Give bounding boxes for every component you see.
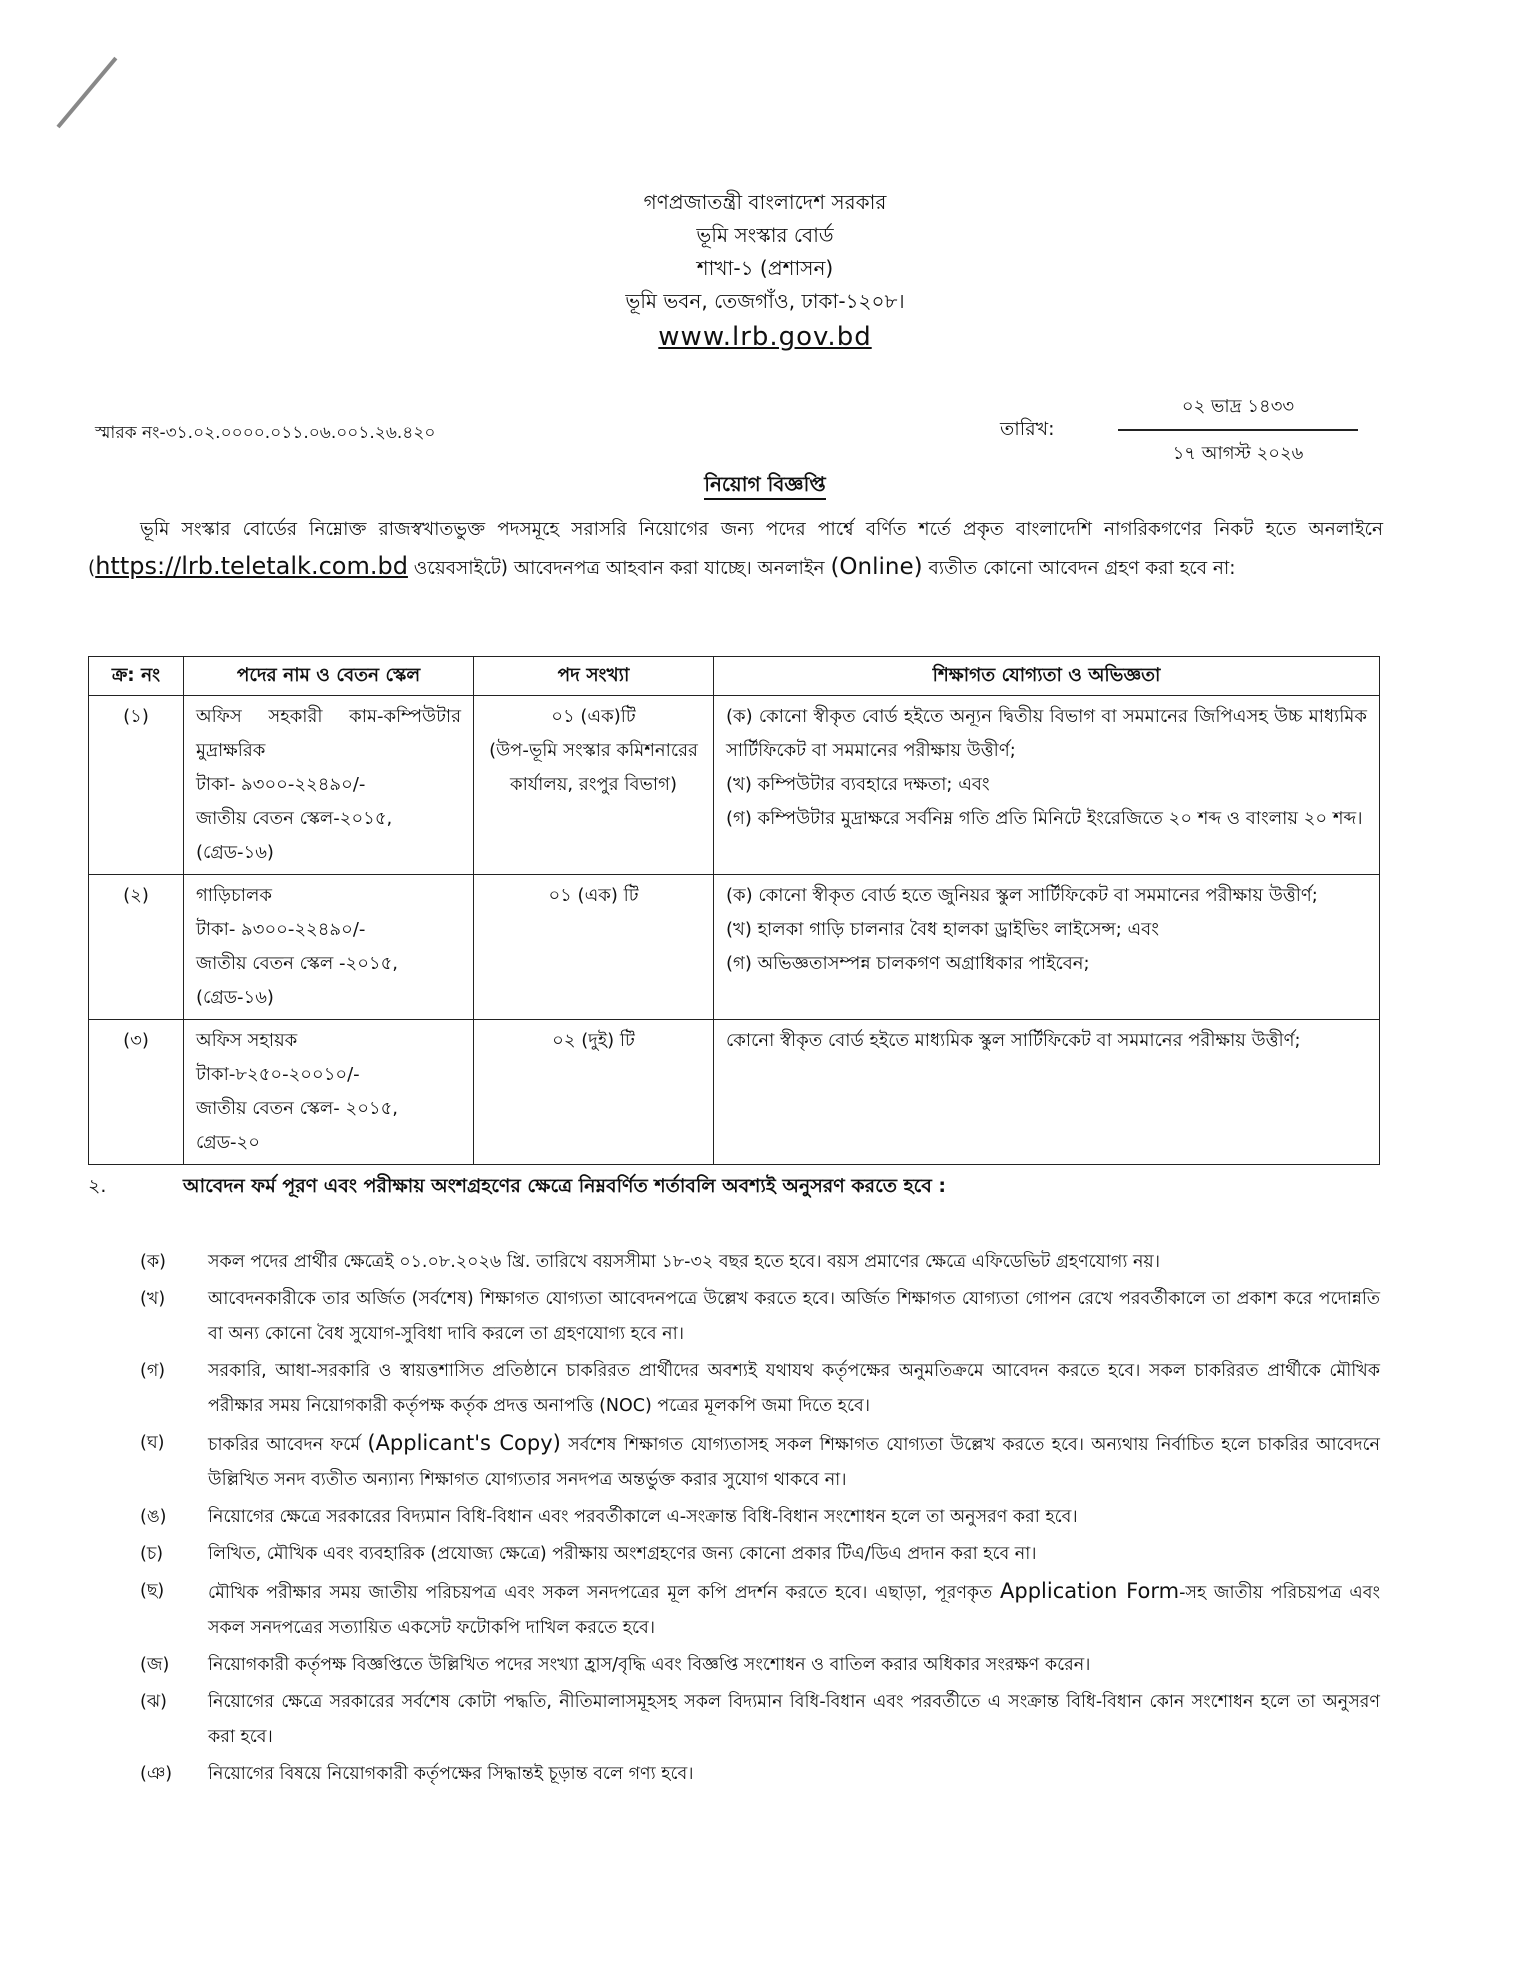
posts-table — [88, 656, 1380, 1165]
table-row — [89, 1020, 1380, 1165]
table-row — [89, 696, 1380, 875]
list-item: (ঞ) নিয়োগের বিষয়ে নিয়োগকারী কর্তৃপক্ষের সিদ্ধান্তই চূড়ান্ত বলে গণ্য হবে। — [140, 1764, 694, 1784]
serial-cell: (১) — [89, 696, 184, 875]
letterhead — [0, 186, 1530, 356]
post-cell: অফিস সহায়ক টাকা-৮২৫০-২০০১০/- জাতীয় বেতন স্কেল- ২০১৫, গ্রেড-২০ — [184, 1020, 474, 1165]
list-item: (ছ) মৌখিক পরীক্ষার সময় জাতীয় পরিচয়পত্র এবং সকল সনদপত্রের মূল কপি প্রদর্শন করতে হবে। এছাড়া, পূরণকৃত Application Form-সহ জাতীয় পরিচয়পত্র এবং সকল সনদপত্রের সত্যায়িত একসেট ফটোকপি দাখিল করতে হবে। — [140, 1579, 1380, 1638]
count-cell: ০১ (এক) টি — [474, 875, 714, 1020]
post-cell: অফিস সহকারী কাম-কম্পিউটার মুদ্রাক্ষরিক টাকা- ৯৩০০-২২৪৯০/- জাতীয় বেতন স্কেল-২০১৫, (গ্রেড-১৬) — [184, 696, 474, 875]
address: ভূমি ভবন, তেজগাঁও, ঢাকা-১২০৮। — [625, 289, 905, 313]
list-item: (খ) আবেদনকারীকে তার অর্জিত (সর্বশেষ) শিক্ষাগত যোগ্যতা আবেদনপত্রে উল্লেখ করতে হবে। অর্জিত শিক্ষাগত যোগ্যতা গোপন রেখে পরবর্তীকালে তা প্রকাশ করে পদোন্নতি বা অন্য কোনো বৈধ সুযোগ-সুবিধা দাবি করলে তা গ্রহণযোগ্য হবে না। — [140, 1289, 1380, 1344]
govt-name: গণপ্রজাতন্ত্রী বাংলাদেশ সরকার — [643, 190, 887, 214]
list-item: (গ) সরকারি, আধা-সরকারি ও স্বায়ত্তশাসিত প্রতিষ্ঠানে চাকরিরত প্রার্থীদের অবশ্যই যথাযথ কর্তৃপক্ষের অনুমতিক্রমে আবেদন করতে হবে। সকল চাকরিরত প্রার্থীকে মৌখিক পরীক্ষার সময় নিয়োগকারী কর্তৃপক্ষ কর্তৃক প্রদত্ত অনাপত্তি (NOC) পত্রের মূলকপি জমা দিতে হবে। — [140, 1361, 1380, 1416]
list-item: (ক) সকল পদের প্রার্থীর ক্ষেত্রেই ০১.০৮.২০২৬ খ্রি. তারিখে বয়সসীমা ১৮-৩২ বছর হতে হবে। বয়স প্রমাণের ক্ষেত্রে এফিডেভিট গ্রহণযোগ্য নয়। — [140, 1252, 1160, 1272]
header-count: পদ সংখ্যা — [474, 657, 714, 696]
section-number: ২. — [88, 1175, 107, 1197]
conditions-list — [140, 1245, 1380, 1794]
website-link[interactable]: www.lrb.gov.bd — [658, 322, 872, 352]
list-item: (ঘ) চাকরির আবেদন ফর্মে (Applicant's Copy) সর্বশেষ শিক্ষাগত যোগ্যতাসহ সকল শিক্ষাগত যোগ্যতা উল্লেখ করতে হবে। অন্যথায় নির্বাচিত হলে চাকরির আবেদনে উল্লিখিত সনদ ব্যতীত অন্যান্য শিক্ষাগত যোগ্যতার সনদপত্র অন্তর্ভুক্ত করার সুযোগ থাকবে না। — [140, 1431, 1380, 1490]
list-item: (ঝ) নিয়োগের ক্ষেত্রে সরকারের সর্বশেষ কোটা পদ্ধতি, নীতিমালাসমূহসহ সকল বিদ্যমান বিধি-বিধান এবং পরবর্তীতে এ সংক্রান্ত বিধি-বিধান কোন সংশোধন হলে তা অনুসরণ করা হবে। — [140, 1692, 1380, 1747]
header-serial: ক্র: নং — [89, 657, 184, 696]
list-item: (ঙ) নিয়োগের ক্ষেত্রে সরকারের বিদ্যমান বিধি-বিধান এবং পরবর্তীকালে এ-সংক্রান্ত বিধি-বিধান সংশোধন হলে তা অনুসরণ করা হবে। — [140, 1507, 1078, 1527]
post-cell: গাড়িচালক টাকা- ৯৩০০-২২৪৯০/- জাতীয় বেতন স্কেল -২০১৫, (গ্রেড-১৬) — [184, 875, 474, 1020]
header-post: পদের নাম ও বেতন স্কেল — [184, 657, 474, 696]
notice-title: নিয়োগ বিজ্ঞপ্তি — [0, 470, 1530, 503]
application-url-link[interactable]: https://lrb.teletalk.com.bd — [95, 552, 408, 580]
count-cell: ০১ (এক)টি (উপ-ভূমি সংস্কার কমিশনারের কার্যালয়, রংপুর বিভাগ) — [474, 696, 714, 875]
table-header-row — [89, 657, 1380, 696]
table-row — [89, 875, 1380, 1020]
count-cell: ০২ (দুই) টি — [474, 1020, 714, 1165]
qualification-cell: (ক) কোনো স্বীকৃত বোর্ড হতে জুনিয়র স্কুল সার্টিফিকেট বা সমমানের পরীক্ষায় উত্তীর্ণ; (খ) হালকা গাড়ি চালনার বৈধ হালকা ড্রাইভিং লাইসেন্স; এবং (গ) অভিজ্ঞতাসম্পন্ন চালকগণ অগ্রাধিকার পাইবেন; — [714, 875, 1380, 1020]
memo-reference: স্মারক নং-৩১.০২.০০০০.০১১.০৬.০০১.২৬.৪২০ — [95, 423, 436, 443]
pen-stroke-mark — [56, 57, 117, 129]
date-bangla: ০২ ভাদ্র ১৪৩৩ — [1181, 396, 1295, 417]
section-2-heading: ২. আবেদন ফর্ম পূরণ এবং পরীক্ষায় অংশগ্রহণের ক্ষেত্রে নিম্নবর্ণিত শর্তাবলি অবশ্যই অনুসরণ করতে হবে : — [88, 1172, 946, 1204]
date-divider — [1118, 429, 1358, 431]
serial-cell: (২) — [89, 875, 184, 1020]
date-label: তারিখ: — [1000, 418, 1055, 440]
header-qualification: শিক্ষাগত যোগ্যতা ও অভিজ্ঞতা — [714, 657, 1380, 696]
qualification-cell: কোনো স্বীকৃত বোর্ড হইতে মাধ্যমিক স্কুল সার্টিফিকেট বা সমমানের পরীক্ষায় উত্তীর্ণ; — [714, 1020, 1380, 1165]
branch-name: শাখা-১ (প্রশাসন) — [696, 256, 834, 280]
intro-paragraph: ভূমি সংস্কার বোর্ডের নিম্নোক্ত রাজস্বখাতভুক্ত পদসমূহে সরাসরি নিয়োগের জন্য পদের পার্শ্বে বর্ণিত শর্তে প্রকৃত বাংলাদেশি নাগরিকগণের নিকট হতে অনলাইনে (https://lrb.teletalk.com.bd ওয়েবসাইটে) আবেদনপত্র আহবান করা যাচ্ছে। অনলাইন (Online) ব্যতীত কোনো আবেদন গ্রহণ করা হবে না: — [88, 519, 1383, 580]
date-english: ১৭ আগস্ট ২০২৬ — [1172, 443, 1304, 464]
serial-cell: (৩) — [89, 1020, 184, 1165]
list-item: (জ) নিয়োগকারী কর্তৃপক্ষ বিজ্ঞপ্তিতে উল্লিখিত পদের সংখ্যা হ্রাস/বৃদ্ধি এবং বিজ্ঞপ্তি সংশোধন ও বাতিল করার অধিকার সংরক্ষণ করেন। — [140, 1655, 1091, 1675]
qualification-cell: (ক) কোনো স্বীকৃত বোর্ড হইতে অন্যূন দ্বিতীয় বিভাগ বা সমমানের জিপিএসহ উচ্চ মাধ্যমিক সার্টিফিকেট বা সমমানের পরীক্ষায় উত্তীর্ণ; (খ) কম্পিউটার ব্যবহারে দক্ষতা; এবং (গ) কম্পিউটার মুদ্রাক্ষরে সর্বনিম্ন গতি প্রতি মিনিটে ইংরেজিতে ২০ শব্দ ও বাংলায় ২০ শব্দ। — [714, 696, 1380, 875]
list-item: (চ) লিখিত, মৌখিক এবং ব্যবহারিক (প্রযোজ্য ক্ষেত্রে) পরীক্ষায় অংশগ্রহণের জন্য কোনো প্রকার টিএ/ডিএ প্রদান করা হবে না। — [140, 1544, 1037, 1564]
board-name: ভূমি সংস্কার বোর্ড — [696, 223, 834, 247]
date-block — [1118, 392, 1358, 470]
